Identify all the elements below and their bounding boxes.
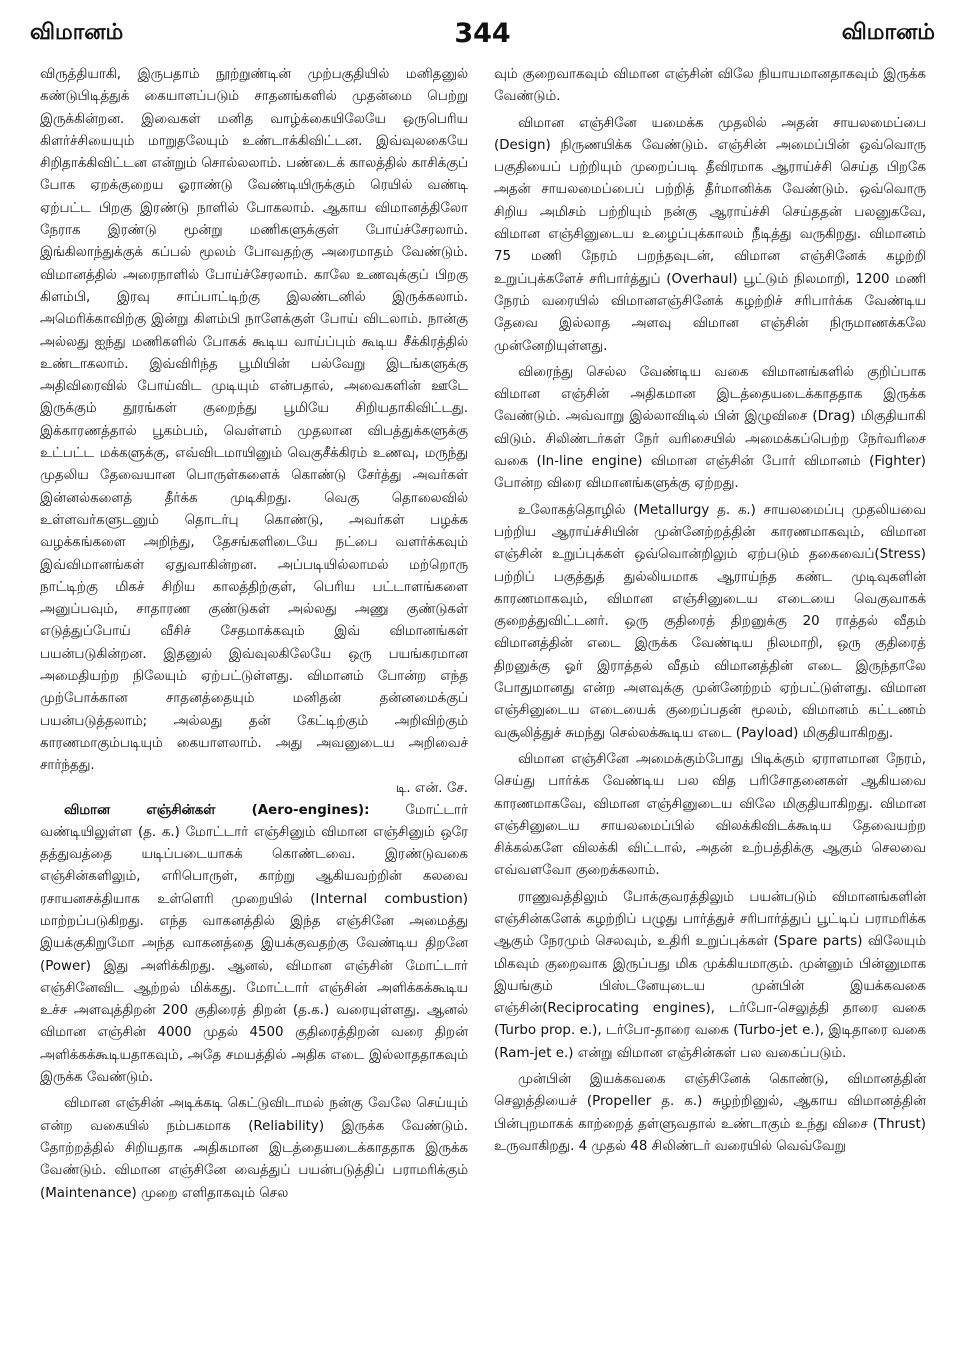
paragraph: ராணுவத்திலும் போக்குவரத்திலும் பயன்படும் விமானங்களின் எஞ்சின்களேக் கழற்றிப் பழுது பார்த்துச் சரிபார்த்துப் பூட்டிப் பராமரிக்க ஆகும் நேரமும் செலவும், உதிரி உறுப்புக்கள் (Spare parts) விலேயும் மிகவும் குறைவாக இருப்பது மிக முக்கியமாகும். முன்னும் பின்னுமாக இயங்கும் பிஸ்டனேயுடைய முன்பின் இயக்கவகை எஞ்சின்(Reciprocating engines), டர்போ-செலுத்தி தாரை வகை (Turbo prop. e.), டர்போ-தாரை வகை (Turbo-jet e.), இடிதாரை வகை (Ram-jet e.) என்று விமான எஞ்சின்கள் பல வகைப்படும். xyxy=(494,889,926,1061)
paragraph: விமான எஞ்சினே யமைக்க முதலில் அதன் சாயலமைப்பை (Design) நிருணயிக்க வேண்டும். எஞ்சின் அமைப்பின் ஒவ்வொரு பகுதியைப் பற்றியும் முறைப்படி தீவிரமாக ஆராய்ச்சி செய்த பிறகே அதன் சாயலமைப்பைப் பற்றித் தீர்மானிக்க வேண்டும். ஒவ்வொரு சிறிய அமிசம் பற்றியும் நன்கு ஆராய்ச்சி செய்ததன் பலனுகவே, விமான எஞ்சினுடைய உழைப்புக்காலம் நீடித்து வருகிறது. விமானம் 75 மணி நேரம் பறந்தவுடன், விமான எஞ்சினேக் கழற்றி உறுப்புக்களேச் சரிபார்த்துப் (Overhaul) பூட்டும் நிலமாறி, 1200 மணி நேரம் வரையில் விமானஎஞ்சினேக் கழற்றிச் சரிபார்க்க வேண்டிய தேவை இல்லாத அளவு விமான எஞ்சின் நிருமாணக்கலே முன்னேறியுள்ளது. xyxy=(494,115,926,354)
paragraph: விரைந்து செல்ல வேண்டிய வகை விமானங்களில் குறிப்பாக விமான எஞ்சின் அதிகமான இடத்தையடைக்காததாக இருக்க வேண்டும். அவ்வாறு இல்லாவிடில் பின் இழுவிசை (Drag) மிகுதியாகி விடும். சிலிண்டர்கள் நேர் வரிசையில் அமைக்கப்பெற்ற நேர்வரிசை வகை (In-line engine) விமான எஞ்சின் போர் விமானம் (Fighter) போன்ற விரை விமானங்களுக்கு ஏற்றது. xyxy=(494,364,926,492)
paragraph: வும் குறைவாகவும் விமான எஞ்சின் விலே நியாயமானதாகவும் இருக்க வேண்டும். xyxy=(494,67,926,105)
entry-paragraph xyxy=(40,800,468,1090)
left-column xyxy=(40,64,468,1354)
entry-title: விமான எஞ்சின்கள் (Aero-engines): xyxy=(64,802,370,818)
page-header xyxy=(28,18,937,54)
paragraph: விமான எஞ்சின் அடிக்கடி கெட்டுவிடாமல் நன்கு வேலே செய்யும் என்ற வகையில் நம்பகமாக (Reliability) இருக்க வேண்டும். தோற்றத்தில் சிறியதாக அதிகமான இடத்தையடைக்காததாக இருக்க வேண்டும். விமான எஞ்சினே வைத்துப் பயன்படுத்திப் பராமரிக்கும் (Maintenance) முறை எளிதாகவும் செல xyxy=(40,1096,468,1201)
paragraph: முன்பின் இயக்கவகை எஞ்சினேக் கொண்டு, விமானத்தின் செலுத்தியைச் (Propeller த. க.) சுழற்றினுல், ஆகாய விமானத்தின் பின்புறமாகக் காற்றைத் தள்ளுவதால் உண்டாகும் உந்து விசை (Thrust) உருவாகிறது. 4 முதல் 48 சிலிண்டர் வரையில் வெவ்வேறு xyxy=(494,1072,926,1154)
running-head-left: விமானம் xyxy=(30,20,124,45)
paragraph: விமான எஞ்சினே அமைக்கும்போது பிடிக்கும் ஏராளமான நேரம், செய்து பார்க்க வேண்டிய பல வித பரிசோதனைகள் ஆகியவை காரணமாகவே, விமான எஞ்சினுடைய விலே மிகுதியாகிறது. விமான எஞ்சினுடைய சாயலமைப்பில் விலக்கிவிடக்கூடிய தேவையற்ற சிக்கல்களே விலக்கி விட்டால், அதன் உற்பத்திக்கு ஆகும் செலவை எவ்வளவோ குறைக்கலாம். xyxy=(494,751,926,879)
author-signature: டி. என். சே. xyxy=(395,780,468,796)
right-column xyxy=(494,64,926,1354)
running-head-right: விமானம் xyxy=(841,20,935,45)
entry-text: மோட்டார் வண்டியிலுள்ள (த. க.) மோட்டார் எஞ்சினும் விமான எஞ்சினும் ஒரே தத்துவத்தை யடிப்படையாகக் கொண்டவை. இரண்டுவகை எஞ்சின்களிலும், எரிபொருள், காற்று ஆகியவற்றின் கலவை ரசாயனசக்தியாக உள்ளெரி முறையில் (Internal combustion) மாற்றப்படுகிறது. எந்த வாகனத்தில் இந்த எஞ்சினே அமைத்து இயக்குகிறுமோ அந்த வாகனத்தை இயக்குவதற்கு வேண்டிய திறனே (Power) இது அளிக்கிறது. ஆனல், விமான எஞ்சின் மோட்டார் எஞ்சினேவிட ஆற்றல் மிக்கது. மோட்டார் எஞ்சின் அளிக்கக்கூடிய உச்ச அளவுத்திறன் 200 குதிரைத் திறன் (த.க.) வரையுள்ளது. ஆனல் விமான எஞ்சின் 4000 முதல் 4500 குதிரைத்திறன் வரை திறன் அளிக்கக்கூடியதாகவும், அதே சமயத்தில் அதிக எடை இல்லாததாகவும் இருக்க வேண்டும். xyxy=(40,802,468,1086)
paragraph: விருத்தியாகி, இருபதாம் நூற்றுண்டின் முற்பகுதியில் மனிதனுல் கண்டுபிடித்துக் கையாளப்படும் சாதனங்களில் முதன்மை பெற்று இருக்கின்றன. இவைகள் மனித வாழ்க்கையிலேயே ஒருபெரிய கிளர்ச்சியையும் மாறுதலேயும் உண்டாக்கிவிட்டன. இவ்வுலகையே சிறிதாக்கிவிட்டன என்றும் சொல்லலாம். பண்டைக் காலத்தில் காசிக்குப் போக ஏறக்குறைய ஓராண்டு வேண்டியிருக்கும் ரெயில் வண்டி ஏற்பட்ட பிறகு இரண்டு நாளில் போகலாம். ஆகாய விமானத்திலோ நேராக இரண்டு மூன்று மணிகளுக்குள் போய்ச்சேரலாம். இங்கிலாந்துக்குக் கப்பல் மூலம் போவதற்கு அரைமாதம் வேண்டும். விமானத்தில் அரைநாளில் போய்ச்சேரலாம். காலே உணவுக்குப் பிறகு கிளம்பி, இரவு சாப்பாட்டிற்கு இலண்டனில் இருக்கலாம். அமெரிக்காவிற்கு இன்று கிளம்பி நாளேக்குள் போய் விடலாம். நான்கு அல்லது ஐந்து மணிகளில் போகக் கூடிய வாய்ப்பும் கூடிய சீக்கிரத்தில் உண்டாகலாம். இவ்விரிந்த பூமியின் பல்வேறு இடங்களுக்கு அதிவிரைவில் போய்விட முடியும் என்பதால், அவைகளின் ஊடே இருக்கும் தூரங்கள் குறைந்து பூமியே சிறியதாகிவிட்டது. இக்காரணத்தால் பூகம்பம், வெள்ளம் முதலான விபத்துக்களுக்கு உட்பட்ட மக்களுக்கு, எவ்விடமாயினும் வெகுசீக்கிரம் உணவு, மருந்து முதலிய தேவையான பொருள்களைக் கொண்டு சேர்த்து அவர்கள் இன்னல்களைத் தீர்க்க முடிகிறது. வெகு தொலைவில் உள்ளவர்களுடனும் தொடர்பு கொண்டு, அவர்கள் பழக்க வழக்கங்களை அறிந்து, தேசங்களிடையே நட்பை வளர்க்கவும் இவ்விமானங்கள் ஏதுவாகின்றன. அப்படியில்லாமல் மற்றொரு நாட்டிற்கு மிகச் சிறிய காலத்திற்குள், பெரிய பட்டாளங்களை அனுப்பவும், சாதாரண குண்டுகள் அல்லது அணு குண்டுகள் எடுத்துப்போய் வீசிச் சேதமாக்கவும் இவ் விமானங்கள் பயன்படுகின்றன. இதனுல் இவ்வுலகிலேயே ஒரு பயங்கரமான அமைதியற்ற நிலேயும் ஏற்பட்டுள்ளது. விமானம் போன்ற எந்த முற்போக்கான சாதனத்தையும் மனிதன் தன்னமைக்குப் பயன்படுத்தலாம்; அல்லது தன் கேட்டிற்கும் அறிவிற்கும் காரணமாகும்படியும் கையாளலாம். அது அவனுடைய அறிவைச் சார்ந்தது. xyxy=(40,67,468,774)
paragraph: உலோகத்தொழில் (Metallurgy த. க.) சாயலமைப்பு முதலியவை பற்றிய ஆராய்ச்சியின் முன்னேற்றத்தின் காரணமாகவும், விமான எஞ்சின் உறுப்புக்கள் ஒவ்வொன்றிலும் ஏற்படும் தகைவைப்(Stress) பற்றிப் பகுத்துத் துல்லியமாக ஆராய்ந்த கண்ட முடிவுகளின் காரணமாகவும், விமான எஞ்சினுடைய எடையை வெகுவாகக் குறைத்துவிட்டனர். ஒரு குதிரைத் திறனுக்கு 20 ராத்தல் வீதம் விமானத்தின் எடை இருக்க வேண்டிய நிலமாறி, ஒரு குதிரைத் திறனுக்கு ஓர் இராத்தல் வீதம் விமானத்தின் எடை இருந்தாலே போதுமானது என்ற அளவுக்கு முன்னேற்றம் ஏற்பட்டுள்ளது. விமான எஞ்சினுடைய எடையைக் குறைப்பதன் மூலம், விமானம் கட்டணம் வசூலித்துச் சுமந்து செல்லக்கூடிய எடை (Payload) மிகுதியாகிறது. xyxy=(494,502,926,741)
page-number: 344 xyxy=(454,18,511,49)
